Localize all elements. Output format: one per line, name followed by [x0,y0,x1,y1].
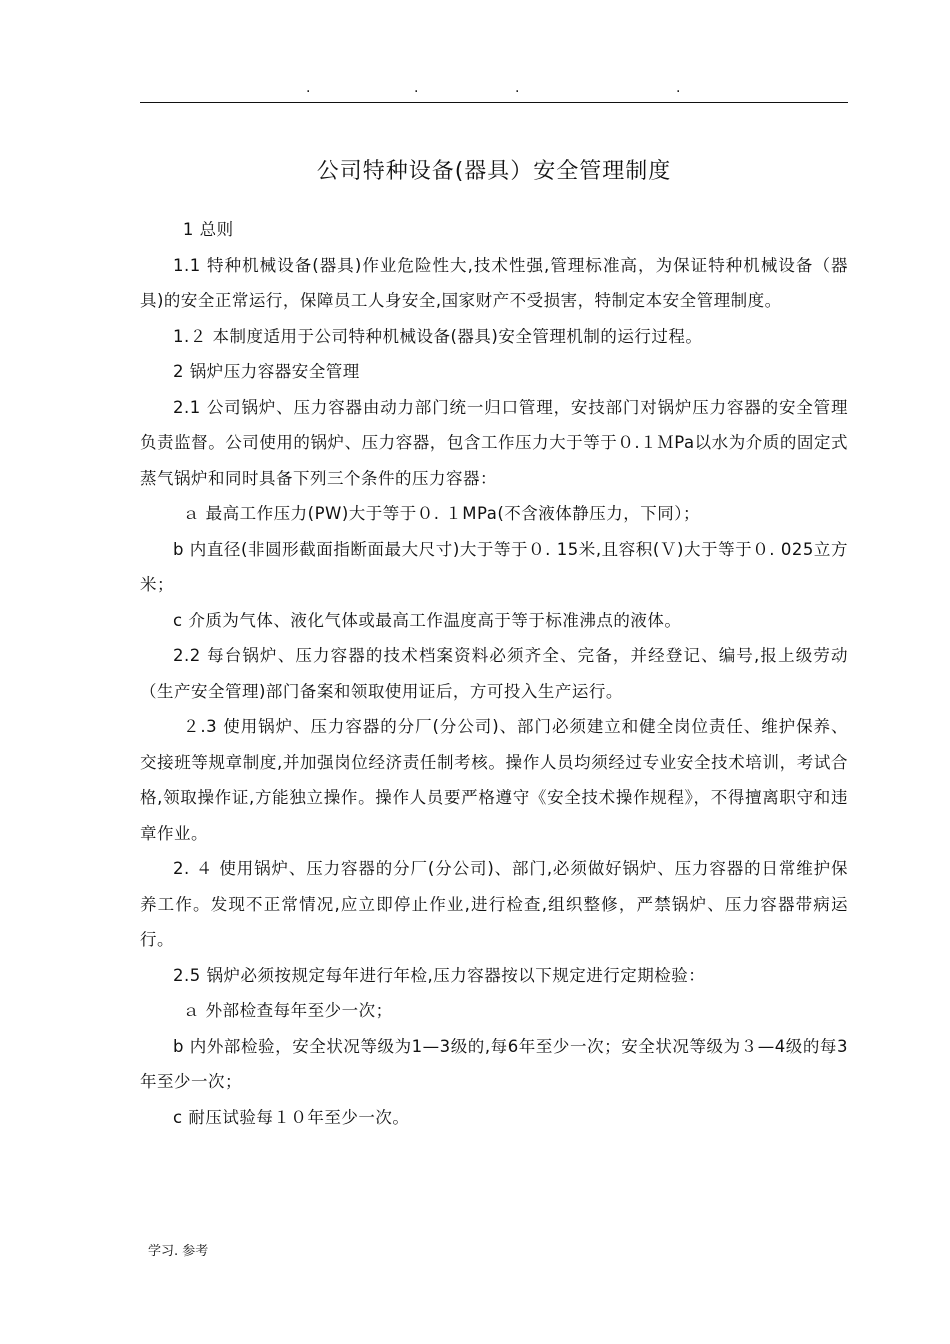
header-dot: . [414,80,419,96]
paragraph: 1 总则 [182,220,234,239]
paragraph: ２.3 使用锅炉、压力容器的分厂(分公司)、部门必须建立和健全岗位责任、维护保养、交接班等规章制度,并加强岗位经济责任制考核。操作人员均须经过专业安全技术培训，考试合格,领取操作证,方能独立操作。操作人员要严格遵守《安全技术操作规程》，不得擅离职守和违章作业。 [140,717,848,843]
paragraph: ａ 外部检查每年至少一次； [182,1001,393,1020]
paragraph: 2.5 锅炉必须按规定每年进行年检,压力容器按以下规定进行定期检验： [173,965,706,985]
document-title: 公司特种设备(器具）安全管理制度 [316,159,672,184]
header-dot: . [515,80,520,96]
header-dots [140,78,848,98]
paragraph: 2. ４ 使用锅炉、压力容器的分厂(分公司)、部门,必须做好锅炉、压力容器的日常维护保养工作。发现不正常情况,应立即停止作业,进行检查,组织整修，严禁锅炉、压力容器带病运行。 [140,859,848,949]
paragraph: 2.2 每台锅炉、压力容器的技术档案资料必须齐全、完备，并经登记、编号,报上级劳动（生产安全管理)部门备案和领取使用证后，方可投入生产运行。 [140,646,848,701]
document-body [140,212,848,1135]
header-dot: . [306,80,311,96]
paragraph: 2.1 公司锅炉、压力容器由动力部门统一归口管理，安技部门对锅炉压力容器的安全管理负责监督。公司使用的锅炉、压力容器，包含工作压力大于等于０.１ＭPa以水为介质的固定式蒸气锅炉和同时具备下列三个条件的压力容器： [140,397,848,488]
header-rule [140,102,848,103]
footer-note: 学习. 参考 [148,1244,209,1259]
paragraph: c 介质为气体、液化气体或最高工作温度高于等于标准沸点的液体。 [173,610,682,630]
paragraph: 2 锅炉压力容器安全管理 [173,362,360,381]
paragraph: b 内外部检验，安全状况等级为1—3级的,每6年至少一次；安全状况等级为３—4级的每3年至少一次； [140,1036,848,1091]
paragraph: 1.1 特种机械设备(器具)作业危险性大,技术性强,管理标准高，为保证特种机械设备（器具)的安全正常运行，保障员工人身安全,国家财产不受损害，特制定本安全管理制度。 [140,255,848,310]
paragraph: ａ 最高工作压力(PW)大于等于０. １MPa(不含液体静压力，下同）； [182,504,701,523]
header-dot: . [676,80,681,96]
paragraph: 1.２ 本制度适用于公司特种机械设备(器具)安全管理机制的运行过程。 [173,326,703,346]
paragraph: c 耐压试验每１０年至少一次。 [173,1107,410,1127]
paragraph: b 内直径(非圆形截面指断面最大尺寸)大于等于０. 15米,且容积(Ｖ)大于等于０. 025立方米； [140,539,848,594]
